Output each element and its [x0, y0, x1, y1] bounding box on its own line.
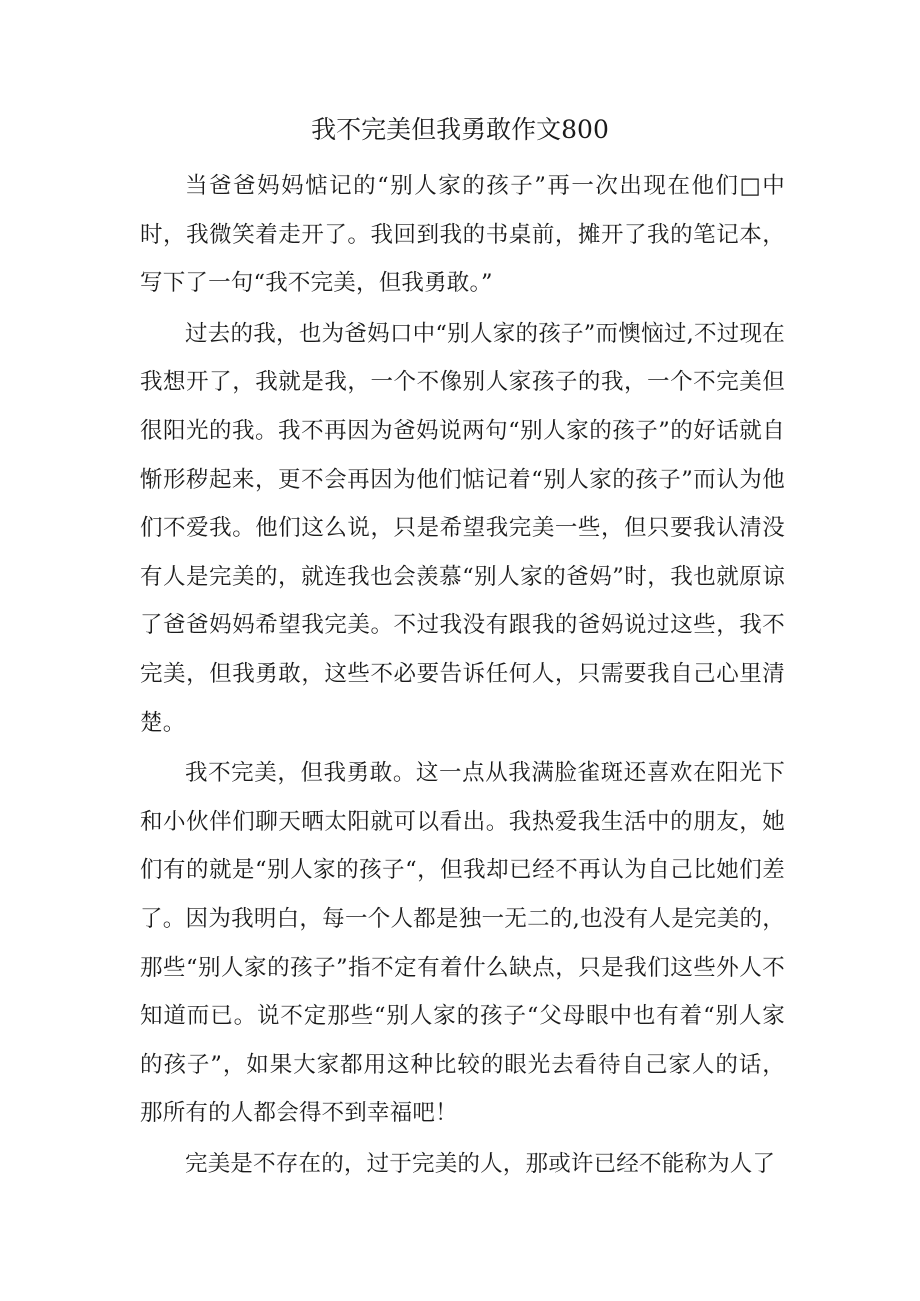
- paragraph-1: 当爸爸妈妈惦记的“别人家的孩子”再一次出现在他们□中时，我微笑着走开了。我回到我的书桌前，摊开了我的笔记本，写下了一句“我不完美，但我勇敢。”: [140, 173, 785, 297]
- paragraph-3: 我不完美，但我勇敢。这一点从我满脸雀斑还喜欢在阳光下和小伙伴们聊天晒太阳就可以看出。我热爱我生活中的朋友，她们有的就是“别人家的孩子“，但我却已经不再认为自己比她们差了。因为我明白，每一个人都是独一无二的,也没有人是完美的，那些“别人家的孩子”指不定有着什么缺点，只是我们这些外人不知道而已。说不定那些“别人家的孩子“父母眼中也有着“别人家的孩子”，如果大家都用这种比较的眼光去看待自己家人的话，那所有的人都会得不到幸福吧！: [140, 760, 785, 1127]
- paragraph-2: 过去的我，也为爸妈口中“别人家的孩子”而懊恼过,不过现在我想开了，我就是我，一个不像别人家孩子的我，一个不完美但很阳光的我。我不再因为爸妈说两句“别人家的孩子”的好话就自惭形秽起来，更不会再因为他们惦记着“别人家的孩子”而认为他们不爱我。他们这么说，只是希望我完美一些，但只要我认清没有人是完美的，就连我也会羡慕“别人家的爸妈”时，我也就原谅了爸爸妈妈希望我完美。不过我没有跟我的爸妈说过这些，我不完美，但我勇敢，这些不必要告诉任何人，只需要我自己心里清楚。: [140, 320, 785, 736]
- document-body: [140, 162, 785, 1188]
- paragraph-4: 完美是不存在的，过于完美的人，那或许已经不能称为人了: [185, 1150, 776, 1177]
- document-title: 我不完美但我勇敢作文800: [311, 115, 609, 144]
